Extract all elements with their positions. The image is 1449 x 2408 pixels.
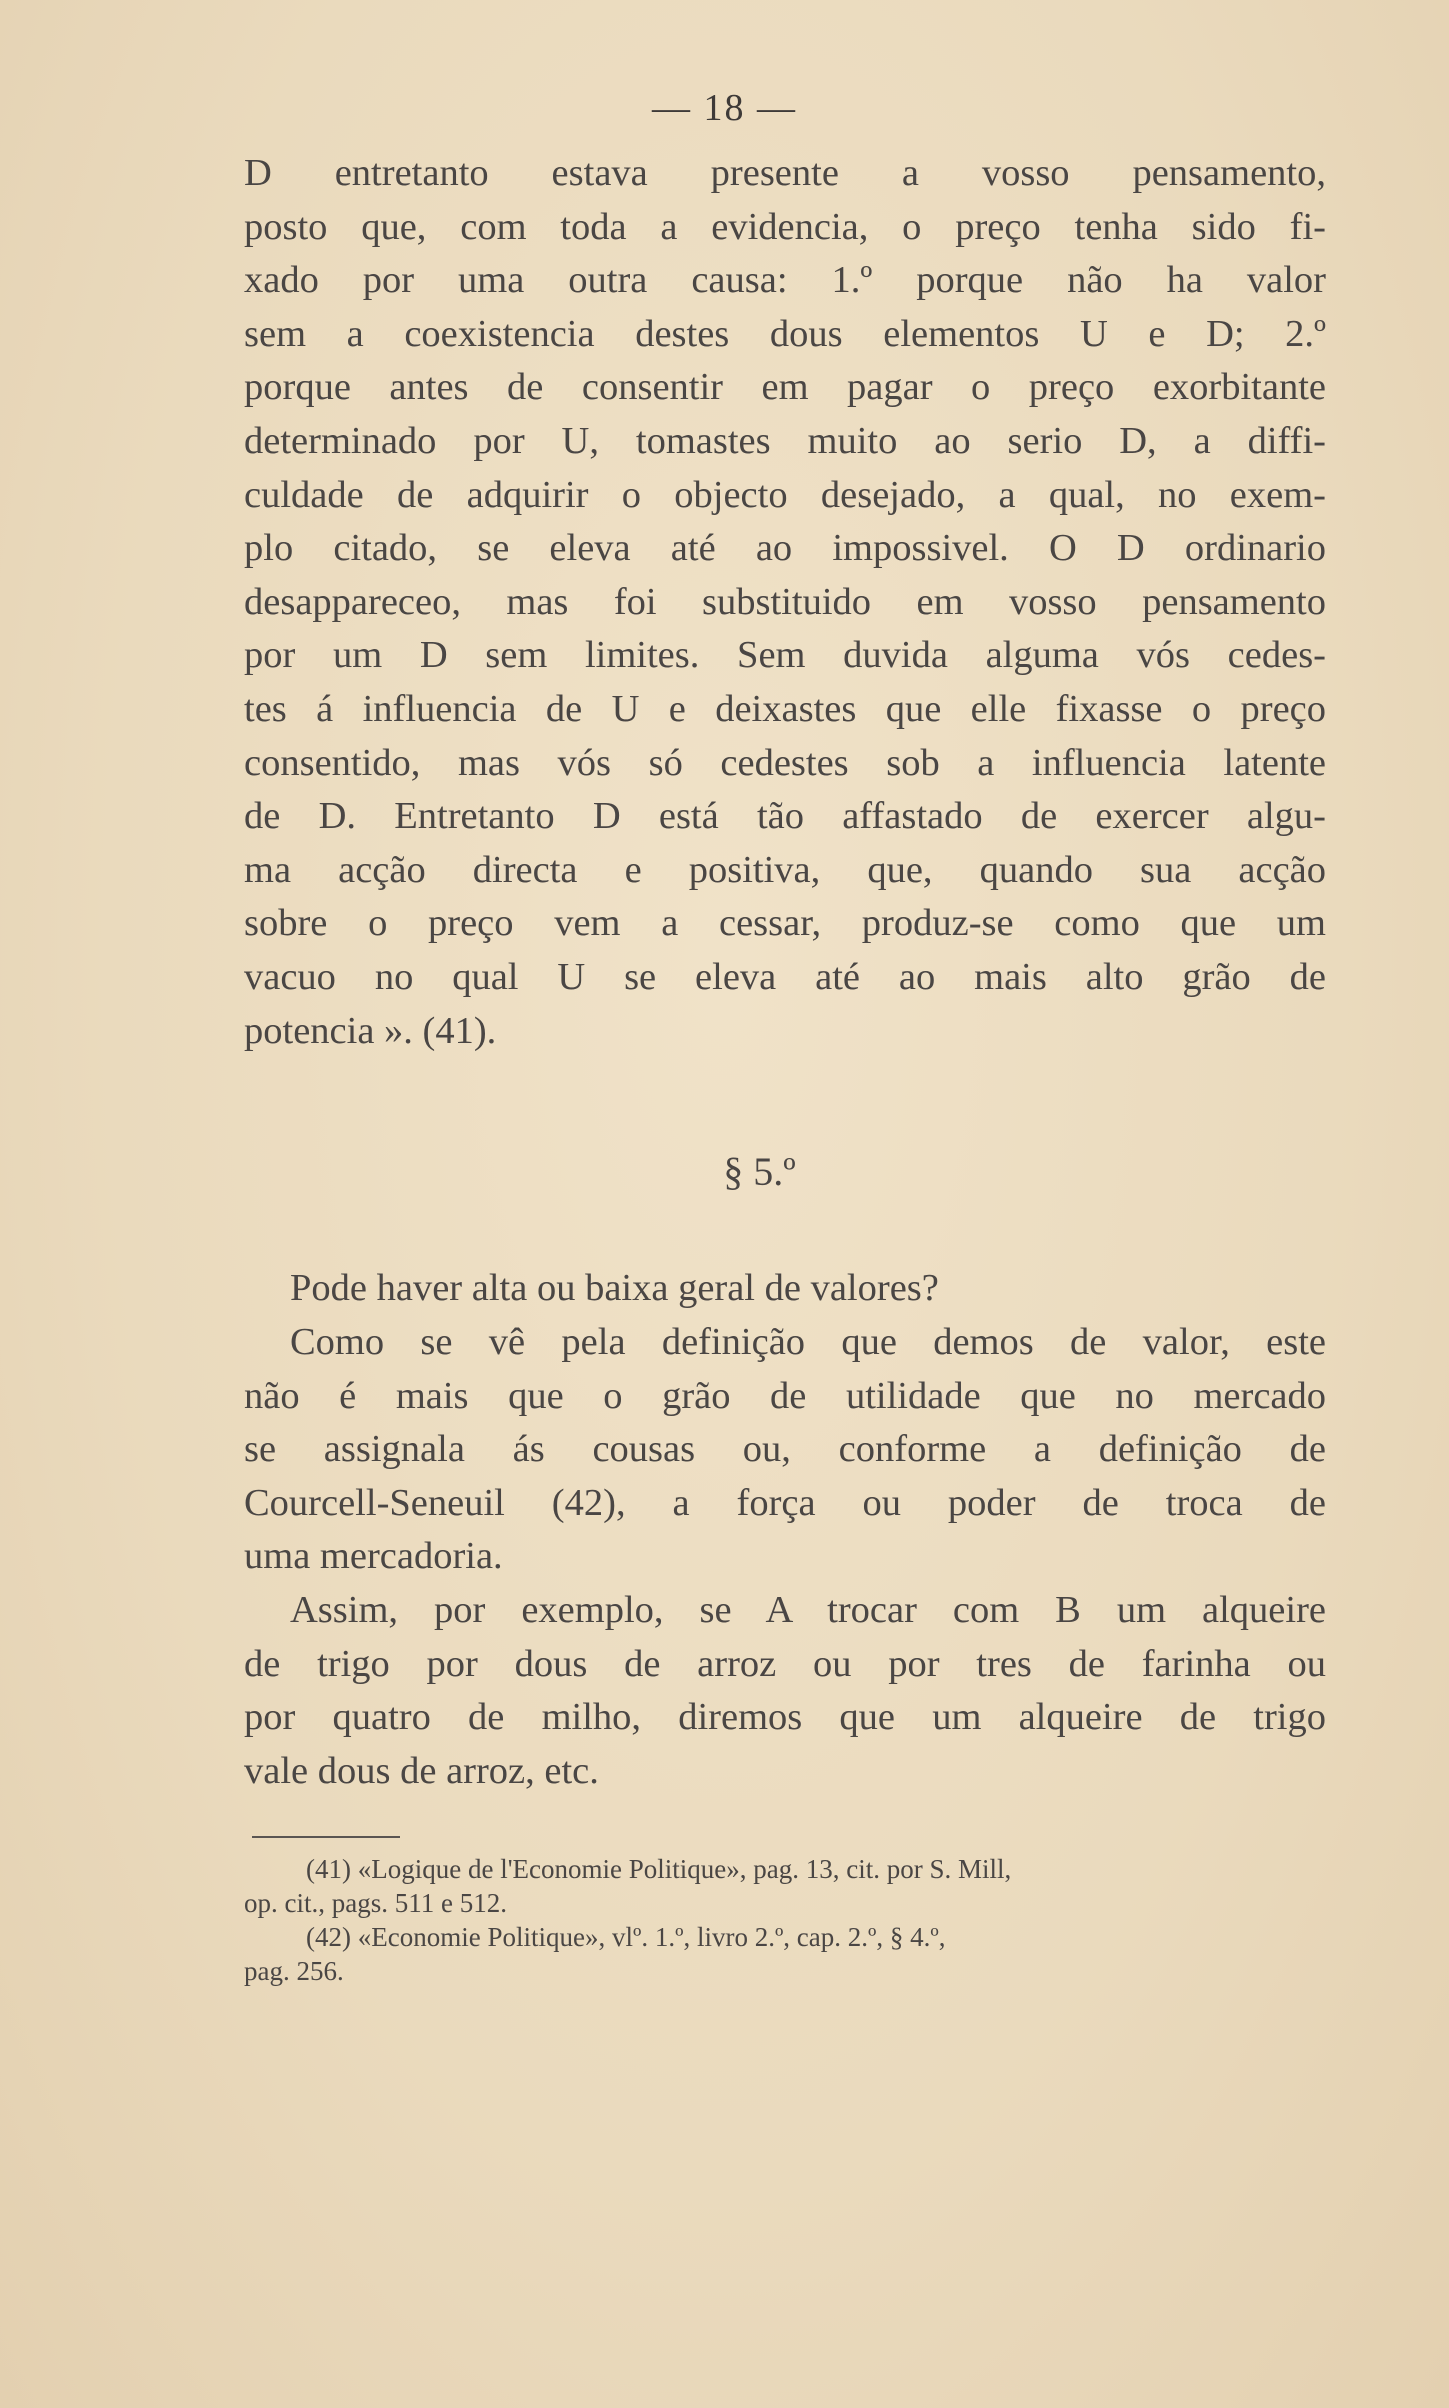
text-line: D entretanto estava presente a vosso pensamento, <box>244 152 1326 194</box>
text-line: uma mercadoria. <box>244 1535 503 1578</box>
text-line: não é mais que o grão de utilidade que no mercado <box>244 1374 1326 1417</box>
text-line: posto que, com toda a evidencia, o preço tenha sido fi- <box>244 205 1326 248</box>
paragraph-3 <box>244 1316 1326 1584</box>
footnote-42-line: pag. 256. <box>244 1956 344 1986</box>
text-line: ma acção directa e positiva, que, quando sua acção <box>244 848 1326 891</box>
footnote-41-line: op. cit., pags. 511 e 512. <box>244 1888 507 1918</box>
text-line: consentido, mas vós só cedestes sob a influencia latente <box>244 741 1326 784</box>
text-line: Assim, por exemplo, se A trocar com B um alqueire <box>290 1589 1326 1631</box>
text-line: porque antes de consentir em pagar o preço exorbitante <box>244 366 1326 409</box>
text-line: potencia ». (41). <box>244 1009 497 1052</box>
text-line: vale dous de arroz, etc. <box>244 1749 599 1792</box>
paragraph-1 <box>244 147 1326 1058</box>
text-line: Como se vê pela definição que demos de valor, este <box>290 1321 1326 1363</box>
text-line: determinado por U, tomastes muito ao serio D, a diffi- <box>244 419 1326 462</box>
text-line: Courcell-Seneuil (42), a força ou poder de troca de <box>244 1481 1326 1524</box>
text-line: por quatro de milho, diremos que um alqueire de trigo <box>244 1696 1326 1739</box>
text-line: tes á influencia de U e deixastes que elle fixasse o preço <box>244 687 1326 730</box>
text-line: de trigo por dous de arroz ou por tres de farinha ou <box>244 1642 1326 1685</box>
footnote-41-line: (41) «Logique de l'Economie Politique», pag. 13, cit. por S. Mill, <box>306 1854 1012 1884</box>
text-line: plo citado, se eleva até ao impossivel. O D ordinario <box>244 527 1326 570</box>
text-line: sobre o preço vem a cessar, produz-se como que um <box>244 902 1326 945</box>
footnote-rule <box>252 1836 400 1838</box>
text-line: xado por uma outra causa: 1.º porque não ha valor <box>244 259 1326 302</box>
paragraph-2 <box>290 1262 1326 1316</box>
text-line: desappareceo, mas foi substituido em vosso pensamento <box>244 580 1326 623</box>
paragraph-4 <box>244 1584 1326 1798</box>
text-line: sem a coexistencia destes dous elementos U e D; 2.º <box>244 312 1326 355</box>
footnotes <box>244 1852 1326 1988</box>
text-line: se assignala ás cousas ou, conforme a definição de <box>244 1428 1326 1471</box>
text-line: por um D sem limites. Sem duvida alguma vós cedes- <box>244 634 1326 677</box>
text-line: culdade de adquirir o objecto desejado, a qual, no exem- <box>244 473 1326 516</box>
section-heading: § 5.º <box>723 1149 796 1194</box>
page-number: — 18 — <box>652 87 797 129</box>
footnote-42-line: (42) «Economie Politique», vlº. 1.º, livro 2.º, cap. 2.º, § 4.º, <box>306 1922 946 1952</box>
text-line: Pode haver alta ou baixa geral de valores? <box>290 1267 939 1309</box>
text-line: vacuo no qual U se eleva até ao mais alto grão de <box>244 955 1326 998</box>
text-line: de D. Entretanto D está tão affastado de exercer algu- <box>244 795 1326 838</box>
